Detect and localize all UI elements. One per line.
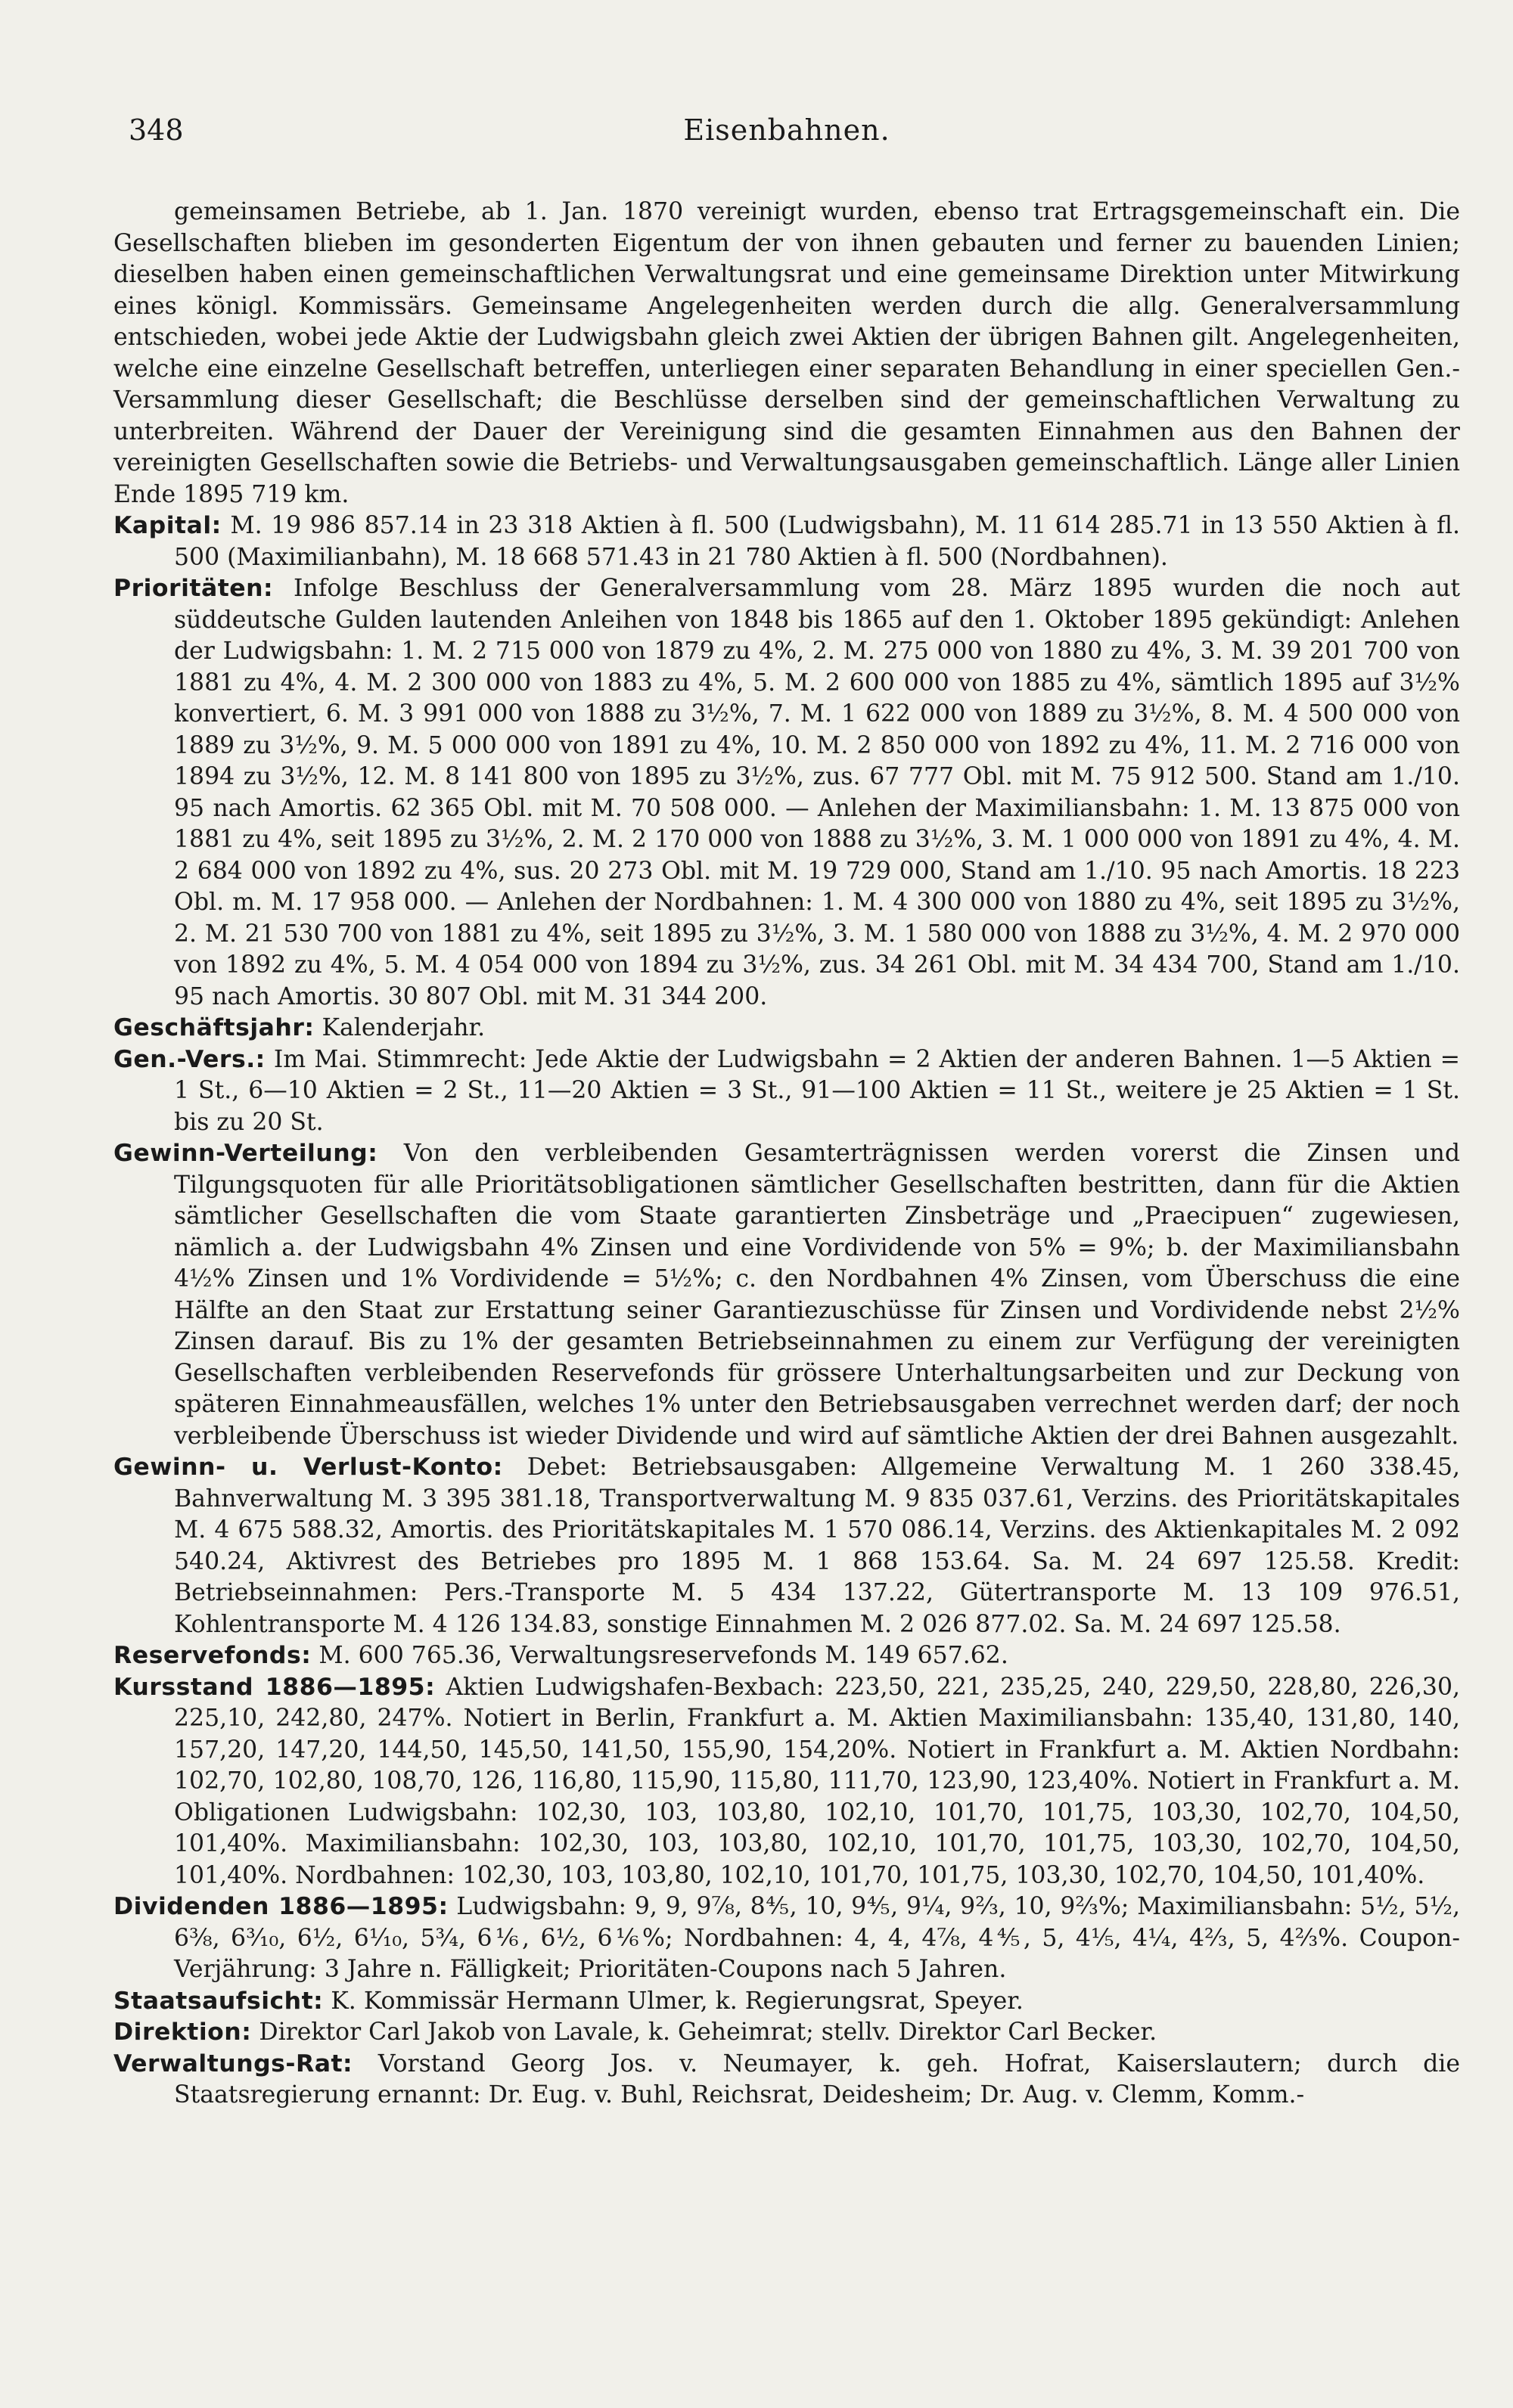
entry-text: Vorstand Georg Jos. v. Neumayer, k. geh. Hofrat, Kaiserslautern; durch die Staatsregierung ernannt: Dr. Eug. v. Buhl, Reichsrat, Deidesheim; Dr. Aug. v. Clemm, Komm.- xyxy=(174,2050,1461,2109)
entry-text: M. 19 986 857.14 in 23 318 Aktien à fl. 500 (Ludwigsbahn), M. 11 614 285.71 in 13 550 Aktien à fl. 500 (Maximilianbahn), M. 18 668 571.43 in 21 780 Aktien à fl. 500 (Nordbahnen). xyxy=(174,512,1460,571)
entry-text: Ludwigsbahn: 9, 9, 9⅞, 8⅘, 10, 9⅘, 9¼, 9⅔, 10, 9⅔%; Maximiliansbahn: 5½, 5½, 6⅜, 6³⁄₁₀, 6½, 6¹⁄₁₀, 5¾, 6⅙, 6½, 6⅙%; Nordbahnen: 4, 4, 4⅞, 4⅘, 5, 4⅕, 4¼, 4⅔, 5, 4⅔%. Coupon-Verjährung: 3 Jahre n. Fälligkeit; Prioritäten-Coupons nach 5 Jahren. xyxy=(174,1893,1461,1983)
entry-direktion xyxy=(113,2017,1460,2049)
entry-reservefonds xyxy=(113,1640,1460,1672)
entry-geschaeftsjahr xyxy=(113,1013,1460,1044)
entry-label: Kursstand 1886—1895: xyxy=(113,1673,436,1701)
entry-gewinn-verteilung xyxy=(113,1138,1460,1452)
entry-prioritaeten xyxy=(113,573,1460,1013)
entry-label: Direktion: xyxy=(113,2019,252,2046)
entry-kapital xyxy=(113,510,1460,573)
intro-paragraph: gemeinsamen Betriebe, ab 1. Jan. 1870 vereinigt wurden, ebenso trat Ertragsgemeinschaft ein. Die Gesellschaften blieben im gesonderten Eigentum der von ihnen gebauten und ferner zu bauenden Linien; dieselben haben einen gemeinschaftlichen Verwaltungsrat und eine gemeinsame Direktion unter Mitwirkung eines königl. Kommissärs. Gemeinsame Angelegenheiten werden durch die allg. Generalversammlung entschieden, wobei jede Aktie der Ludwigsbahn gleich zwei Aktien der übrigen Bahnen gilt. Angelegenheiten, welche eine einzelne Gesellschaft betreffen, unterliegen einer separaten Behandlung in einer speciellen Gen.-Versammlung dieser Gesellschaft; die Beschlüsse derselben sind der gemeinschaftlichen Verwaltung zu unterbreiten. Während der Dauer der Vereinigung sind die gesamten Einnahmen aus den Bahnen der vereinigten Gesellschaften sowie die Betriebs- und Verwaltungsausgaben gemeinschaftlich. Länge aller Linien Ende 1895 719 km. xyxy=(113,198,1460,508)
entry-label: Verwaltungs-Rat: xyxy=(113,2050,353,2078)
entry-text: Debet: Betriebsausgaben: Allgemeine Verwaltung M. 1 260 338.45, Bahnverwaltung M. 3 395 381.18, Transportverwaltung M. 9 835 037.61, Verzins. des Prioritätskapitales M. 4 675 588.32, Amortis. des Prioritätskapitales M. 1 570 086.14, Verzins. des Aktienkapitales M. 2 092 540.24, Aktivrest des Betriebes pro 1895 M. 1 868 153.64. Sa. M. 24 697 125.58. Kredit: Betriebseinnahmen: Pers.-Transporte M. 5 434 137.22, Gütertransporte M. 13 109 976.51, Kohlentransporte M. 4 126 134.83, sonstige Einnahmen M. 2 026 877.02. Sa. M. 24 697 125.58. xyxy=(174,1454,1461,1638)
entry-kursstand xyxy=(113,1672,1460,1892)
entry-text: K. Kommissär Hermann Ulmer, k. Regierungsrat, Speyer. xyxy=(331,1987,1024,2015)
entry-gewinn-verlust-konto xyxy=(113,1452,1460,1640)
entry-label: Geschäftsjahr: xyxy=(113,1014,315,1041)
entry-text: Aktien Ludwigshafen-Bexbach: 223,50, 221, 235,25, 240, 229,50, 228,80, 226,30, 225,10, 242,80, 247%. Notiert in Berlin, Frankfurt a. M. Aktien Maximiliansbahn: 135,40, 131,80, 140, 157,20, 147,20, 144,50, 145,50, 141,50, 155,90, 154,20%. Notiert in Frankfurt a. M. Aktien Nordbahn: 102,70, 102,80, 108,70, 126, 116,80, 115,90, 115,80, 111,70, 123,90, 123,40%. Notiert in Frankfurt a. M. Obligationen Ludwigsbahn: 102,30, 103, 103,80, 102,10, 101,70, 101,75, 103,30, 102,70, 104,50, 101,40%. Maximiliansbahn: 102,30, 103, 103,80, 102,10, 101,70, 101,75, 103,30, 102,70, 104,50, 101,40%. Nordbahnen: 102,30, 103, 103,80, 102,10, 101,70, 101,75, 103,30, 102,70, 104,50, 101,40%. xyxy=(174,1673,1460,1889)
entry-label: Staatsaufsicht: xyxy=(113,1987,324,2015)
entry-label: Gewinn-Verteilung: xyxy=(113,1140,378,1167)
entry-label: Gewinn- u. Verlust-Konto: xyxy=(113,1454,503,1481)
entry-verwaltungsrat xyxy=(113,2049,1460,2112)
entry-text: Von den verbleibenden Gesamterträgnissen werden vorerst die Zinsen und Tilgungsquoten für alle Prioritätsobligationen sämtlicher Gesellschaften bestritten, dann für die Aktien sämtlicher Gesellschaften die vom Staate garantierten Zinsbeträge und „Praecipuen“ zugewiesen, nämlich a. der Ludwigsbahn 4% Zinsen und eine Vordividende von 5% = 9%; b. der Maximiliansbahn 4½% Zinsen und 1% Vordividende = 5½%; c. den Nordbahnen 4% Zinsen, vom Überschuss die eine Hälfte an den Staat zur Erstattung seiner Garantiezuschüsse für Zinsen und Vordividende nebst 2½% Zinsen darauf. Bis zu 1% der gesamten Betriebseinnahmen zu einem zur Verfügung der vereinigten Gesellschaften verbleibenden Reservefonds für grössere Unterhaltungsarbeiten und zur Deckung von späteren Einnahmeausfällen, welches 1% unter den Betriebsausgaben verrechnet werden darf; der noch verbleibende Überschuss ist wieder Dividende und wird auf sämtliche Aktien der drei Bahnen ausgezahlt. xyxy=(174,1140,1460,1450)
page-number: 348 xyxy=(129,113,184,147)
page-body xyxy=(113,197,1460,2112)
entry-text: Im Mai. Stimmrecht: Jede Aktie der Ludwigsbahn = 2 Aktien der anderen Bahnen. 1—5 Aktien = 1 St., 6—10 Aktien = 2 St., 11—20 Aktien = 3 St., 91—100 Aktien = 11 St., weitere je 25 Aktien = 1 St. bis zu 20 St. xyxy=(174,1045,1461,1136)
entry-label: Reservefonds: xyxy=(113,1642,312,1669)
entry-gen-vers xyxy=(113,1044,1460,1139)
entry-label: Prioritäten: xyxy=(113,575,274,602)
running-head: Eisenbahnen. xyxy=(683,113,890,147)
entry-staatsaufsicht xyxy=(113,1986,1460,2018)
entry-dividenden xyxy=(113,1891,1460,1986)
entry-text: Infolge Beschluss der Generalversammlung vom 28. März 1895 wurden die noch aut süddeutsche Gulden lautenden Anleihen von 1848 bis 1865 auf den 1. Oktober 1895 gekündigt: Anlehen der Ludwigsbahn: 1. M. 2 715 000 von 1879 zu 4%, 2. M. 275 000 von 1880 zu 4%, 3. M. 39 201 700 von 1881 zu 4%, 4. M. 2 300 000 von 1883 zu 4%, 5. M. 2 600 000 von 1885 zu 4%, sämtlich 1895 auf 3½% konvertiert, 6. M. 3 991 000 von 1888 zu 3½%, 7. M. 1 622 000 von 1889 zu 3½%, 8. M. 4 500 000 von 1889 zu 3½%, 9. M. 5 000 000 von 1891 zu 4%, 10. M. 2 850 000 von 1892 zu 4%, 11. M. 2 716 000 von 1894 zu 3½%, 12. M. 8 141 800 von 1895 zu 3½%, zus. 67 777 Obl. mit M. 75 912 500. Stand am 1./10. 95 nach Amortis. 62 365 Obl. mit M. 70 508 000. — Anlehen der Maximiliansbahn: 1. M. 13 875 000 von 1881 zu 4%, seit 1895 zu 3½%, 2. M. 2 170 000 von 1888 zu 3½%, 3. M. 1 000 000 von 1891 zu 4%, 4. M. 2 684 000 von 1892 zu 4%, sus. 20 273 Obl. mit M. 19 729 000, Stand am 1./10. 95 nach Amortis. 18 223 Obl. m. M. 17 958 000. — Anlehen der Nordbahnen: 1. M. 4 300 000 von 1880 zu 4%, seit 1895 zu 3½%, 2. M. 21 530 700 von 1881 zu 4%, seit 1895 zu 3½%, 3. M. 1 580 000 von 1888 zu 3½%, 4. M. 2 970 000 von 1892 zu 4%, 5. M. 4 054 000 von 1894 zu 3½%, zus. 34 261 Obl. mit M. 34 434 700, Stand am 1./10. 95 nach Amortis. 30 807 Obl. mit M. 31 344 200. xyxy=(174,575,1460,1010)
page-header xyxy=(129,113,1445,159)
entry-text: Kalenderjahr. xyxy=(322,1014,486,1041)
entry-label: Dividenden 1886—1895: xyxy=(113,1893,449,1920)
entry-text: Direktor Carl Jakob von Lavale, k. Geheimrat; stellv. Direktor Carl Becker. xyxy=(259,2019,1157,2046)
entry-label: Kapital: xyxy=(113,512,222,539)
entry-label: Gen.-Vers.: xyxy=(113,1045,266,1073)
entry-text: M. 600 765.36, Verwaltungsreservefonds M. 149 657.62. xyxy=(318,1642,1008,1669)
